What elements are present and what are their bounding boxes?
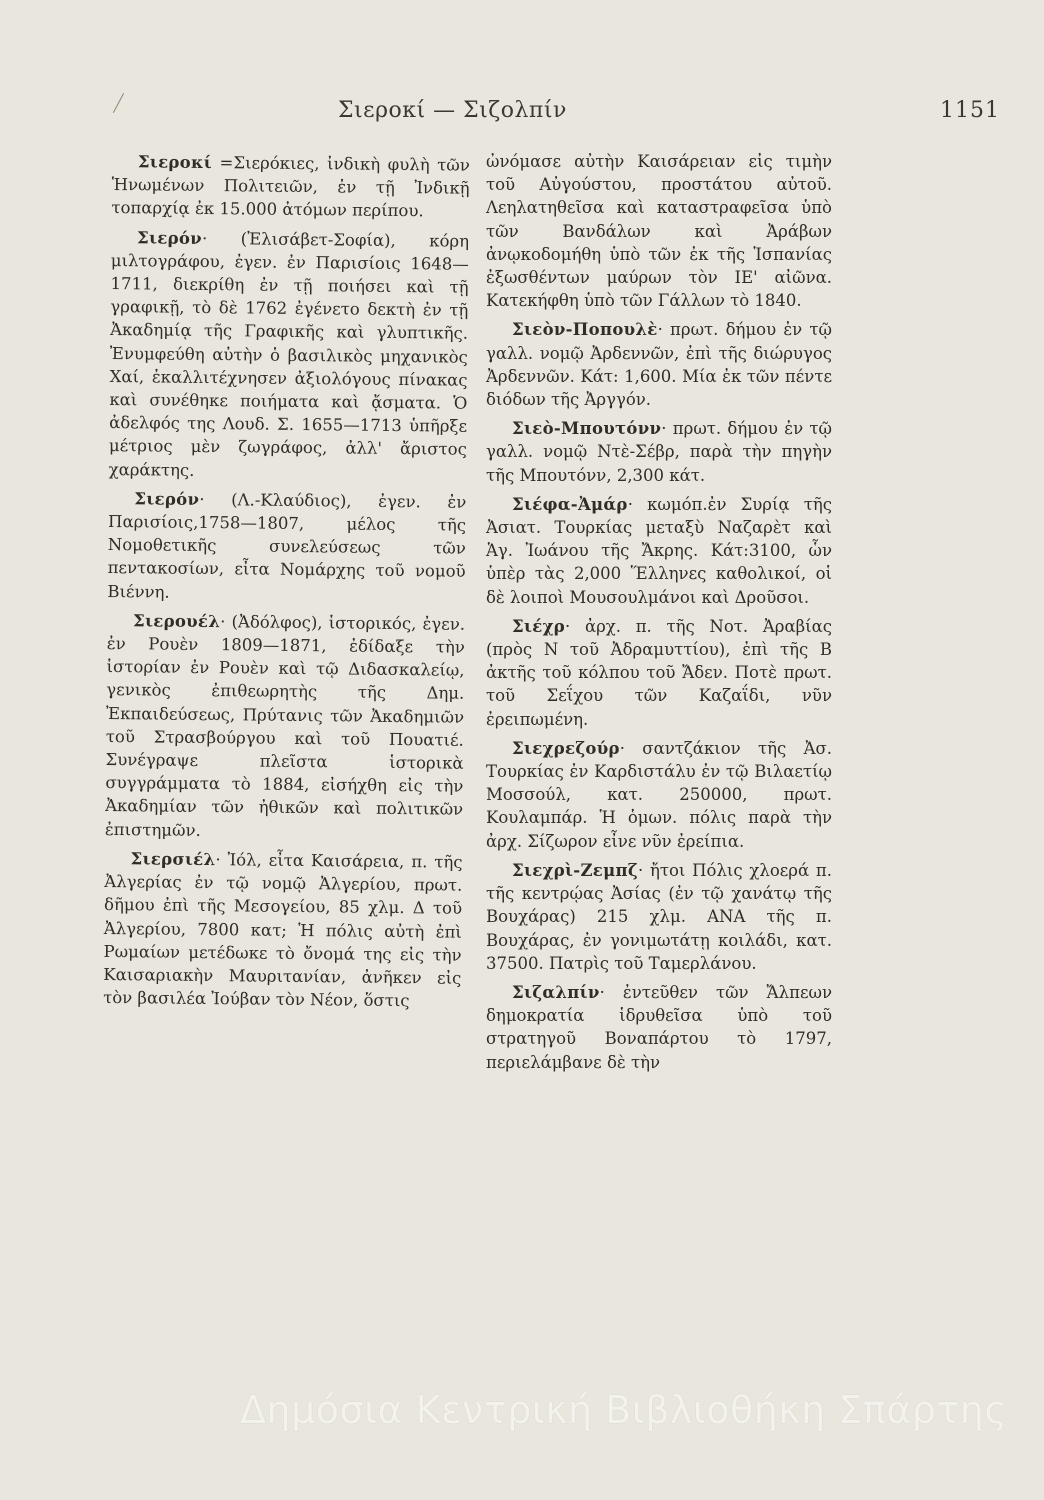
dictionary-entry bbox=[486, 318, 832, 411]
entry-text: · ἀρχ. π. τῆς Νοτ. Ἀραβίας (πρὸς Ν τοῦ Ἀδραμυττίου), ἐπὶ τῆς Β ἀκτῆς τοῦ κόλπου τοῦ Ἄδεν. Ποτὲ πρωτ. τοῦ Σεΐχου τῶν Καζαΐδι, νῦν ἐρειπωμένη. bbox=[486, 616, 832, 729]
dictionary-entry bbox=[103, 847, 463, 1013]
dictionary-entry bbox=[486, 737, 832, 853]
entry-text: · (Ἐλισάβετ-Σοφία), κόρη μιλτογράφου, ἐγεν. ἐν Παρισίοις 1648—1711, διεκρίθη ἐν τῇ ποιήσει καὶ τῇ γραφικῇ, τὸ δὲ 1762 ἐγένετο δεκτὴ ἐν τῇ Ἀκαδημίᾳ τῆς Γραφικῆς καὶ γλυπτικῆς. Ἐνυμφεύθη αὐτὴν ὁ βασιλικὸς μηχανικὸς Χαί, ἐκαλλιτέχνησεν ἀξιολόγους πίνακας καὶ συνέθηκε ποιήματα καὶ ᾄσματα. Ὁ ἀδελφός της Λουδ. Σ. 1655—1713 ὑπῆρξε μέτριος μὲν ζωγράφος, ἀλλ' ἄριστος χαράκτης. bbox=[108, 228, 470, 480]
entry-headword: Σιέφα-Ἀμάρ bbox=[512, 494, 628, 514]
entry-text: =Σιερόκιες, ἰνδικὴ φυλὴ τῶν Ἡνωμένων Πολιτειῶν, ἐν τῇ Ἰνδικῇ τοπαρχίᾳ ἐκ 15.000 ἀτόμων περίπου. bbox=[111, 153, 470, 221]
entry-text: · πρωτ. δήμου ἐν τῷ γαλλ. νομῷ Ντὲ-Σέβρ, παρὰ τὴν πηγὴν τῆς Μπουτόνν, 2,300 κάτ. bbox=[486, 419, 832, 485]
entry-text: · Ἰόλ, εἶτα Καισάρεια, π. τῆς Ἀλγερίας ἐν τῷ νομῷ Ἀλγερίου, πρωτ. δῆμου ἐπὶ τῆς Μεσογείου, 85 χλμ. Δ τοῦ Ἀλγερίου, 7800 κατ; Ἡ πόλις αὐτὴ ἐπὶ Ρωμαίων μετέδωκε τὸ ὄνομά της εἰς τὴν Καισαριακὴν Μαυριτανίαν, ἀνῆκεν εἰς τὸν βασιλέα Ἰούβαν τὸν Νέον, ὅστις bbox=[103, 850, 463, 1011]
entry-headword: Σιερσιέλ bbox=[130, 849, 216, 870]
entry-headword: Σιερόν bbox=[134, 489, 200, 509]
entry-headword: Σιζαλπίν bbox=[512, 982, 600, 1002]
dictionary-entry-continued bbox=[486, 150, 832, 312]
page-number: 1151 bbox=[940, 98, 1000, 123]
entry-headword: Σιερουέλ bbox=[132, 611, 221, 632]
entry-headword: Σιερόν bbox=[136, 227, 203, 248]
dictionary-entry bbox=[486, 615, 832, 731]
entry-headword: Σιέχρ bbox=[512, 616, 566, 636]
entry-text: · ἐντεῦθεν τῶν Ἄλπεων δημοκρατία ἱδρυθεῖσα ὑπὸ τοῦ στρατηγοῦ Βοναπάρτου τὸ 1797, περιελάμβανε δὲ τὴν bbox=[486, 982, 832, 1072]
dictionary-entry bbox=[109, 226, 470, 485]
dictionary-entry bbox=[105, 609, 465, 845]
right-column bbox=[486, 150, 832, 1080]
running-title: Σιεροκί — Σιζολπίν bbox=[338, 98, 567, 123]
entry-text: ὠνόμασε αὐτὴν Καισάρειαν εἰς τιμὴν τοῦ Αὐγούστου, προστάτου αὐτοῦ. Λεηλατηθεῖσα καὶ καταστραφεῖσα ὑπὸ τῶν Βανδάλων καὶ Ἀράβων ἀνῳκοδομήθη ὑπὸ τῶν ἐκ τῆς Ἱσπανίας ἐξωσθέντων μαύρων τὸν ΙΕ' αἰῶνα. Κατεκήφθη ὑπὸ τῶν Γάλλων τὸ 1840. bbox=[486, 152, 832, 311]
dictionary-entry bbox=[111, 150, 470, 223]
entry-text: · σαντζάκιον τῆς Ἀσ. Τουρκίας ἐν Καρδιστάλυ ἐν τῷ Βιλαετίῳ Μοσσούλ, κατ. 250000, πρωτ. Κουλαμπάρ. Ἡ ὁμων. πόλις παρὰ τὴν ἀρχ. Σίζωρον εἶνε νῦν ἐρείπια. bbox=[486, 738, 832, 851]
entry-headword: Σιεχρεζούρ bbox=[512, 738, 620, 758]
entry-headword: Σιεροκί bbox=[137, 152, 213, 173]
page-header bbox=[0, 98, 1044, 138]
entry-text: · πρωτ. δήμου ἐν τῷ γαλλ. νομῷ Ἀρδεννῶν, ἐπὶ τῆς διώρυγος Ἀρδεννῶν. Κάτ: 1,600. Μία ἐκ τῶν πέντε διόδων τῆς Ἀργγόν. bbox=[486, 320, 832, 410]
entry-text: · ἤτοι Πόλις χλοερά π. τῆς κεντρῴας Ἀσίας (ἐν τῷ χανάτῳ τῆς Βουχάρας) 215 χλμ. ΑΝΑ τῆς π. Βουχάρας, ἐν γονιμωτάτῃ κοιλάδι, κατ. 37500. Πατρὶς τοῦ Ταμερλάνου. bbox=[486, 860, 832, 973]
dictionary-entry bbox=[107, 487, 466, 607]
dictionary-entry bbox=[486, 981, 832, 1074]
entry-text: · (Λ.-Κλαύδιος), ἐγεν. ἐν Παρισίοις,1758—1807, μέλος τῆς Νομοθετικῆς συνελεύσεως τῶν πεντακοσίων, εἶτα Νομάρχης τοῦ νομοῦ Βιέννη. bbox=[107, 489, 467, 602]
library-watermark: Δημόσια Κεντρική Βιβλιοθήκη Σπάρτης bbox=[240, 1388, 1008, 1432]
entry-text: · (Ἀδόλφος), ἱστορικός, ἐγεν. ἐν Ρουὲν 1809—1871, ἐδίδαξε τὴν ἱστορίαν ἐν Ρουὲν καὶ τῷ Διδασκαλείῳ, γενικὸς ἐπιθεωρητὴς τῆς Δημ. Ἐκπαιδεύσεως, Πρύτανις τῶν Ἀκαδημιῶν τοῦ Στρασβούργου καὶ τοῦ Πουατιέ. Συνέγραψε πλεῖστα ἱστορικὰ συγγράμματα τὸ 1884, εἰσήχθη εἰς τὴν Ἀκαδημίαν τῶν ἠθικῶν καὶ πολιτικῶν ἐπιστημῶν. bbox=[104, 612, 466, 840]
dictionary-entry bbox=[486, 493, 832, 609]
dictionary-entry bbox=[486, 417, 832, 487]
entry-text: · κωμόπ.ἐν Συρίᾳ τῆς Ἀσιατ. Τουρκίας μεταξὺ Ναζαρὲτ καὶ Ἁγ. Ἰωάνου τῆς Ἄκρης. Κάτ:3100, ὧν ὑπὲρ τὰς 2,000 Ἕλληνες καθολικοί, οἱ δὲ λοιποὶ Μουσουλμάνοι καὶ Δροῦσοι. bbox=[486, 494, 832, 607]
entry-headword: Σιεὸν-Ποπουλὲ bbox=[512, 320, 658, 340]
dictionary-entry bbox=[486, 859, 832, 975]
entry-headword: Σιεὸ-Μπουτόνν bbox=[512, 419, 662, 439]
left-column bbox=[103, 150, 470, 1019]
entry-headword: Σιεχρὶ-Ζεμπζ bbox=[512, 860, 638, 880]
